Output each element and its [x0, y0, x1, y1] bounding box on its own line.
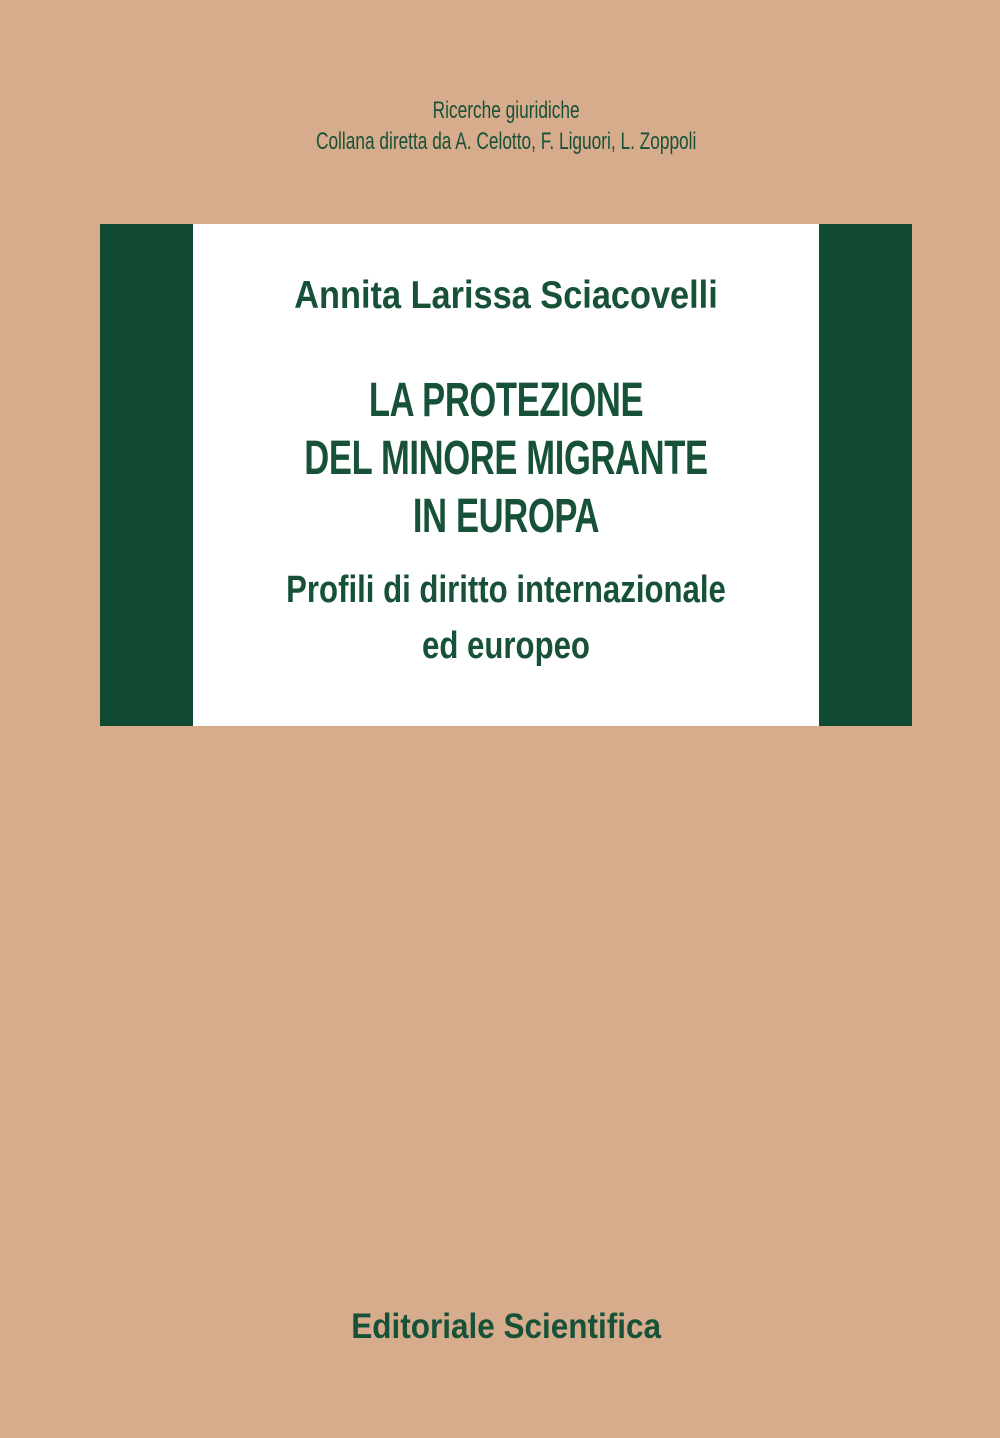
book-subtitle-line-2: ed europeo: [422, 625, 590, 667]
book-title-line-3: IN EUROPA: [412, 490, 600, 543]
publisher: [100, 1305, 912, 1349]
series-header-inner: [316, 95, 696, 157]
book-subtitle-line-1: Profili di diritto internazionale: [286, 569, 726, 611]
series-header: [100, 95, 912, 157]
book-title-line-2: DEL MINORE MIGRANTE: [304, 432, 708, 485]
title-panel: [100, 224, 912, 726]
book-subtitle: [249, 562, 762, 674]
author-name: Annita Larissa Sciacovelli: [294, 274, 718, 317]
book-title: [281, 372, 732, 546]
book-title-line-1: LA PROTEZIONE: [368, 374, 644, 427]
series-editors: Collana diretta da A. Celotto, F. Liguori, L. Zoppoli: [315, 128, 697, 155]
series-title: Ricerche giuridiche: [432, 97, 580, 124]
publisher-name: Editoriale Scientifica: [351, 1307, 661, 1346]
